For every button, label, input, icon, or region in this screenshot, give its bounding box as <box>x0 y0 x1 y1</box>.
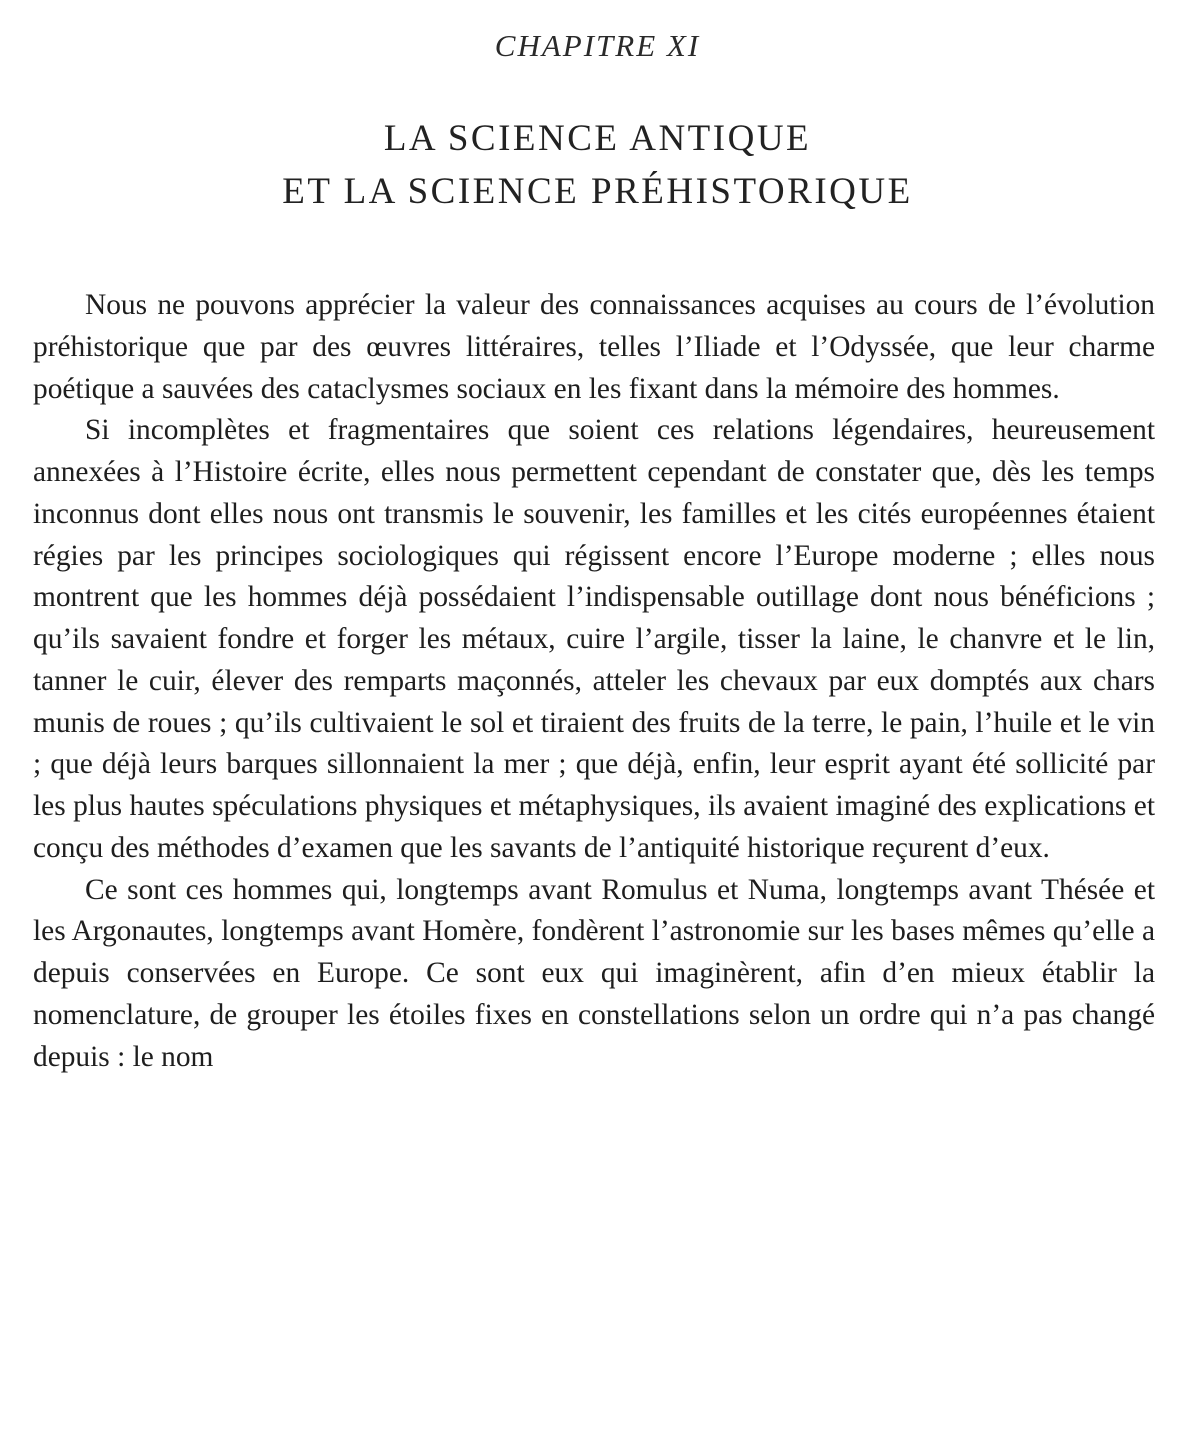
chapter-number: CHAPITRE XI <box>494 28 701 63</box>
body-text <box>33 285 1155 1078</box>
paragraph-2: Si incomplètes et fragmentaires que soient ces relations légendaires, heureusement annexées à l’Histoire écrite, elles nous permettent cependant de constater que, dès les temps inconnus dont elles nous ont transmis le souvenir, les familles et les cités européennes étaient régies par les principes sociologiques qui régissent encore l’Europe moderne ; elles nous montrent que les hommes déjà possédaient l’indispensable outillage dont nous bénéficions ; qu’ils savaient fondre et forger les métaux, cuire l’argile, tisser la laine, le chanvre et le lin, tanner le cuir, élever des remparts maçonnés, atteler les chevaux par eux domptés aux chars munis de roues ; qu’ils cultivaient le sol et tiraient des fruits de la terre, le pain, l’huile et le vin ; que déjà leurs barques sillonnaient la mer ; que déjà, enfin, leur esprit ayant été sollicité par les plus hautes spéculations physiques et métaphysiques, ils avaient imaginé des explications et conçu des méthodes d’examen que les savants de l’antiquité historique reçurent d’eux. <box>33 414 1155 864</box>
chapter-title-line-1: LA SCIENCE ANTIQUE <box>383 118 812 159</box>
chapter-title <box>0 112 1195 218</box>
chapter-title-line-2: ET LA SCIENCE PRÉHISTORIQUE <box>282 171 913 212</box>
paragraph-1: Nous ne pouvons apprécier la valeur des connaissances acquises au cours de l’évolution préhistorique que par des œuvres littéraires, telles l’Iliade et l’Odyssée, que leur charme poétique a sauvées des cataclysmes sociaux en les fixant dans la mémoire des hommes. <box>33 289 1155 405</box>
paragraph-3: Ce sont ces hommes qui, longtemps avant Romulus et Numa, longtemps avant Thésée et les Argonautes, longtemps avant Homère, fondèrent l’astronomie sur les bases mêmes qu’elle a depuis conservées en Europe. Ce sont eux qui imaginèrent, afin d’en mieux établir la nomenclature, de grouper les étoiles fixes en constellations selon un ordre qui n’a pas changé depuis : le nom <box>33 873 1155 1073</box>
